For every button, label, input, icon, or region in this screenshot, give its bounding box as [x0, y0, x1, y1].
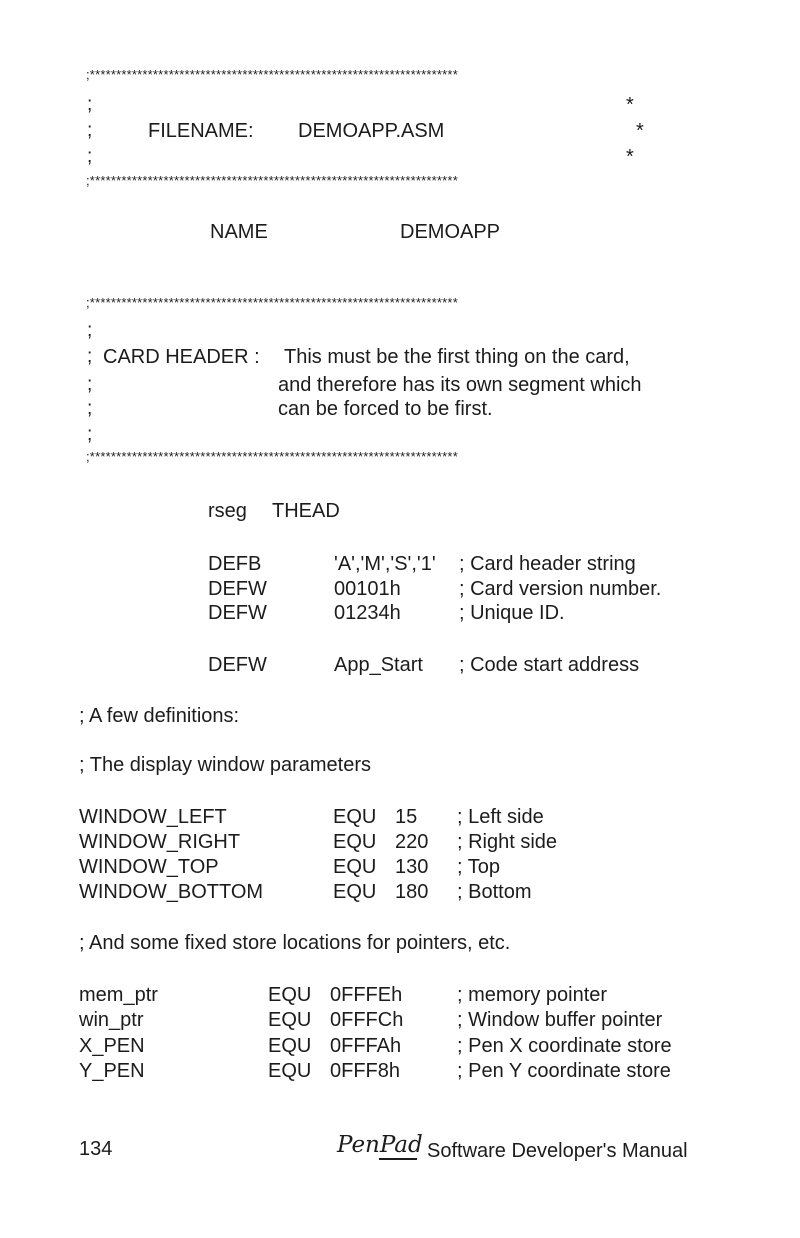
equ-name: WINDOW_LEFT — [79, 806, 227, 828]
card-stars-top: ;********************************************************************** — [86, 295, 458, 310]
comment-store-locations: ; And some fixed store locations for pointers, etc. — [79, 932, 511, 954]
store-name: X_PEN — [79, 1035, 145, 1057]
header-stars-top: ;********************************************************************** — [86, 67, 458, 82]
equ-value: 220 — [395, 831, 429, 853]
equ-comment: ; Left side — [457, 806, 544, 828]
header-star: * — [626, 146, 634, 168]
card-header-line: and therefore has its own segment which — [278, 374, 642, 396]
equ-comment: ; Bottom — [457, 881, 532, 903]
def-comment: ; Unique ID. — [459, 602, 565, 624]
card-header-label: CARD HEADER : — [103, 346, 260, 368]
equ-comment: ; Right side — [457, 831, 558, 853]
manual-title: Software Developer's Manual — [427, 1140, 688, 1162]
header-stars-bottom: ;********************************************************************** — [86, 173, 458, 188]
store-name: win_ptr — [79, 1009, 144, 1031]
def-arg: 00101h — [334, 578, 401, 600]
header-star: * — [636, 120, 644, 142]
def-op: DEFB — [208, 553, 262, 575]
def-comment: ; Card header string — [459, 553, 636, 575]
card-semicolon: ; — [87, 424, 93, 445]
equ-comment: ; Top — [457, 856, 500, 878]
header-semicolon: ; — [87, 94, 93, 115]
card-stars-bottom: ;********************************************************************** — [86, 449, 458, 464]
equ-op: EQU — [333, 806, 377, 828]
equ-op: EQU — [333, 881, 377, 903]
header-semicolon: ; — [87, 120, 93, 141]
store-op: EQU — [268, 984, 312, 1006]
header-star: * — [626, 94, 634, 116]
def-arg: App_Start — [334, 654, 423, 676]
def-comment: ; Code start address — [459, 654, 640, 676]
comment-window-params: ; The display window parameters — [79, 754, 371, 776]
store-value: 0FFFCh — [330, 1009, 404, 1031]
equ-op: EQU — [333, 856, 377, 878]
store-name: Y_PEN — [79, 1060, 145, 1082]
def-arg: 'A','M','S','1' — [334, 553, 436, 575]
def-op: DEFW — [208, 578, 267, 600]
store-comment: ; Window buffer pointer — [457, 1009, 663, 1031]
equ-op: EQU — [333, 831, 377, 853]
comment-definitions: ; A few definitions: — [79, 705, 240, 727]
store-comment: ; Pen Y coordinate store — [457, 1060, 671, 1082]
name-value: DEMOAPP — [400, 221, 501, 243]
store-name: mem_ptr — [79, 984, 158, 1006]
equ-value: 180 — [395, 881, 429, 903]
rseg-value: THEAD — [272, 500, 340, 522]
def-op: DEFW — [208, 654, 267, 676]
card-header-line: This must be the first thing on the card, — [284, 346, 630, 368]
store-op: EQU — [268, 1060, 312, 1082]
equ-value: 130 — [395, 856, 429, 878]
equ-name: WINDOW_BOTTOM — [79, 881, 264, 903]
def-op: DEFW — [208, 602, 267, 624]
logo-underline — [379, 1158, 417, 1160]
store-value: 0FFFEh — [330, 984, 403, 1006]
page-number: 134 — [79, 1138, 113, 1160]
store-comment: ; memory pointer — [457, 984, 608, 1006]
card-semicolon: ; — [87, 320, 93, 341]
penpad-logo: PenPad — [337, 1132, 423, 1158]
name-keyword: NAME — [210, 221, 268, 243]
card-semicolon: ; — [87, 374, 93, 395]
equ-name: WINDOW_RIGHT — [79, 831, 241, 853]
filename-label: FILENAME: — [148, 120, 254, 142]
def-arg: 01234h — [334, 602, 401, 624]
store-op: EQU — [268, 1009, 312, 1031]
filename-value: DEMOAPP.ASM — [298, 120, 445, 142]
store-op: EQU — [268, 1035, 312, 1057]
store-value: 0FFFAh — [330, 1035, 402, 1057]
equ-value: 15 — [395, 806, 418, 828]
card-header-line: can be forced to be first. — [278, 398, 493, 420]
rseg-keyword: rseg — [208, 500, 247, 522]
card-semicolon: ; — [87, 398, 93, 419]
equ-name: WINDOW_TOP — [79, 856, 219, 878]
card-semicolon: ; — [87, 346, 93, 367]
header-semicolon: ; — [87, 146, 93, 167]
store-comment: ; Pen X coordinate store — [457, 1035, 672, 1057]
store-value: 0FFF8h — [330, 1060, 401, 1082]
def-comment: ; Card version number. — [459, 578, 662, 600]
